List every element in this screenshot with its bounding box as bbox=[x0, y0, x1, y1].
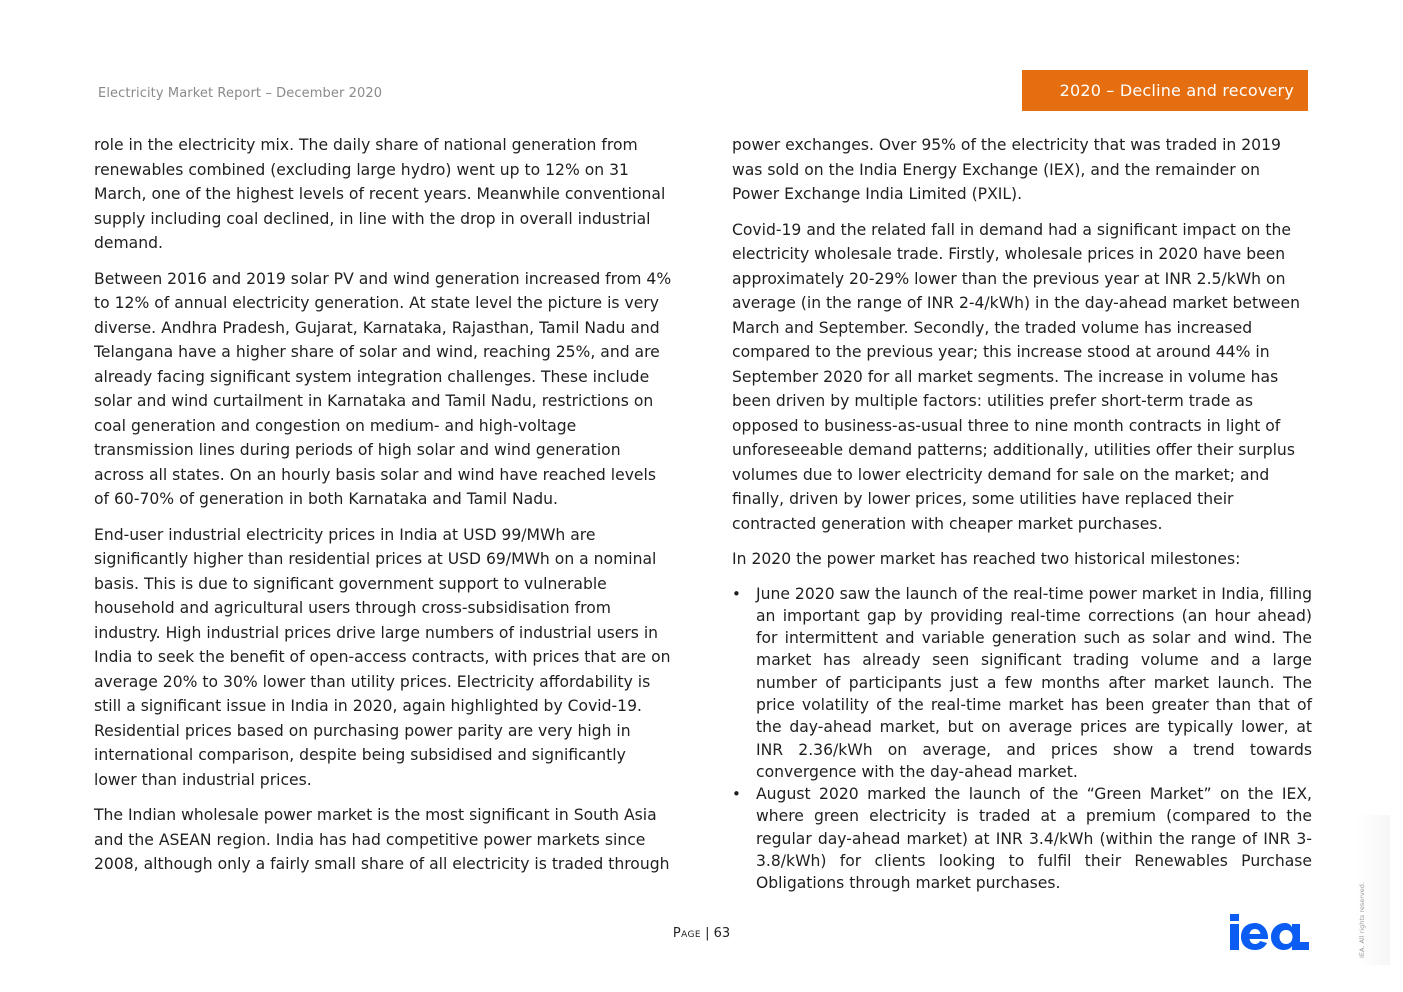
paragraph: In 2020 the power market has reached two historical milestones: bbox=[732, 550, 1241, 568]
bullet-icon: • bbox=[732, 785, 741, 804]
list-item bbox=[732, 583, 1312, 784]
paragraph: Covid-19 and the related fall in demand had a significant impact on the electricity wholesale trade. Firstly, wholesale prices in 2020 have been approximately 20-29% lower than the previous year at INR 2.5/kWh on average (in the range of INR 2-4/kWh) in the day-ahead market between March and September. Secondly, the traded volume has increased compared to the previous year; this increase stood at around 44% in September 2020 for all market segments. The increase in volume has been driven by multiple factors: utilities prefer short-term trade as opposed to business-as-usual three to nine month contracts in light of unforeseeable demand patterns; additionally, utilities offer their surplus volumes due to lower electricity demand for sale on the market; and finally, driven by lower prices, some utilities have replaced their contracted generation with cheaper market purchases. bbox=[732, 220, 1300, 533]
page-separator: | bbox=[705, 926, 710, 941]
paragraph: End-user industrial electricity prices in India at USD 99/MWh are significantly higher than residential prices at USD 69/MWh on a nominal basis. This is due to significant government support to vulnerable household and agricultural users through cross-subsidisation from industry. High industrial prices drive large numbers of industrial users in India to seek the benefit of open-access contracts, with prices that are on average 20% to 30% lower than utility prices. Electricity affordability is still a significant issue in India in 2020, again highlighted by Covid-19. Residential prices based on purchasing power parity are very high in international comparison, despite being subsidised and significantly lower than industrial prices. bbox=[94, 525, 671, 789]
milestones-list bbox=[732, 583, 1312, 895]
rights-note bbox=[1358, 870, 1370, 960]
paragraph: Between 2016 and 2019 solar PV and wind generation increased from 4% to 12% of annual electricity generation. At state level the picture is very diverse. Andhra Pradesh, Gujarat, Karnataka, Rajasthan, Tamil Nadu and Telangana have a higher share of solar and wind, reaching 25%, and are already facing significant system integration challenges. These include solar and wind curtailment in Karnataka and Tamil Nadu, restrictions on coal generation and congestion on medium- and high-voltage transmission lines during periods of high solar and wind generation across all states. On an hourly basis solar and wind have reached levels of 60-70% of generation in both Karnataka and Tamil Nadu. bbox=[94, 269, 672, 508]
rights-note-text: IEA. All rights reserved. bbox=[1358, 882, 1366, 958]
list-item bbox=[732, 783, 1312, 894]
page-number-value: 63 bbox=[713, 926, 731, 941]
paragraph: power exchanges. Over 95% of the electricity that was traded in 2019 was sold on the India Energy Exchange (IEX), and the remainder on Power Exchange India Limited (PXIL). bbox=[732, 136, 1281, 203]
page-label: Page bbox=[672, 926, 701, 941]
list-item-text: June 2020 saw the launch of the real-time power market in India, filling an important gap by providing real-time corrections (an hour ahead) for intermittent and variable generation such as solar and wind. The market has already seen significant trading volume and a large number of participants just a few months after market launch. The price volatility of the real-time market has been greater than that of the day-ahead market, but on average prices are typically lower, at INR 2.36/kWh on average, and prices show a trend towards convergence with the day-ahead market. bbox=[756, 584, 1312, 781]
iea-logo-icon bbox=[1228, 912, 1310, 952]
left-column bbox=[94, 133, 672, 888]
page-number bbox=[0, 926, 1403, 941]
bullet-icon: • bbox=[732, 584, 741, 603]
paragraph: role in the electricity mix. The daily share of national generation from renewables combined (excluding large hydro) went up to 12% on 31 March, one of the highest levels of recent years. Meanwhile conventional supply including coal declined, in line with the drop in overall industrial demand. bbox=[94, 136, 666, 252]
section-tag: 2020 – Decline and recovery bbox=[1022, 70, 1308, 111]
paragraph: The Indian wholesale power market is the most significant in South Asia and the ASEAN region. India has had competitive power markets since 2008, although only a fairly small share of all electricity is traded through bbox=[94, 806, 670, 873]
right-column bbox=[732, 133, 1312, 895]
list-item-text: August 2020 marked the launch of the “Green Market” on the IEX, where green electricity is traded at a premium (compared to the regular day-ahead market) at INR 3.4/kWh (within the range of INR 3-3.8/kWh) for clients looking to fulfil their Renewables Purchase Obligations through market purchases. bbox=[756, 785, 1312, 893]
report-title: Electricity Market Report – December 2020 bbox=[98, 86, 383, 101]
